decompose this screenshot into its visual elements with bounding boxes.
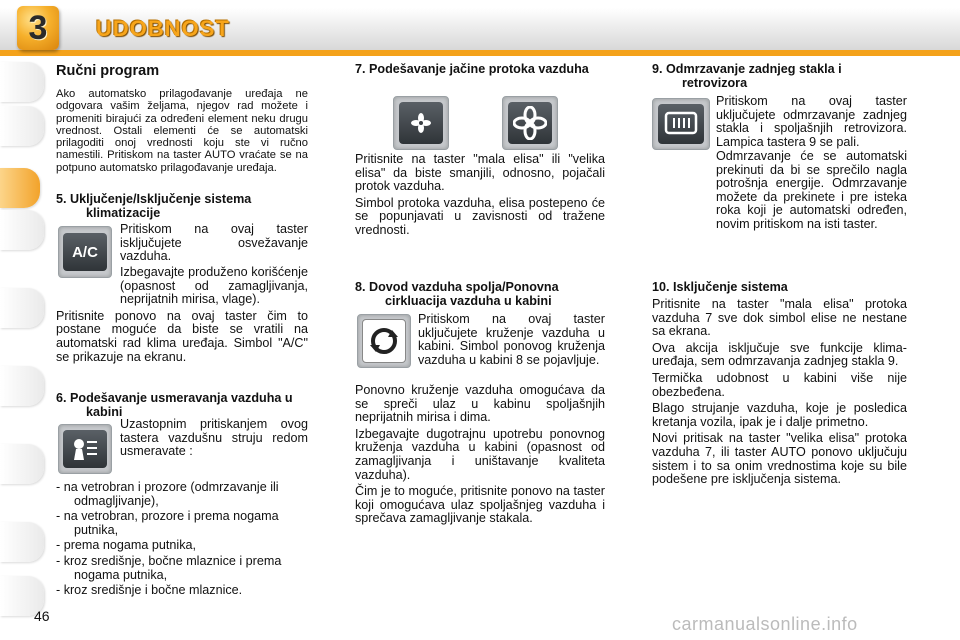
chapter-tab-active[interactable] (0, 168, 40, 208)
item8-paragraph-1: Pritiskom na ovaj taster uključujete kruženje vazduha u kabini. Simbol ponovog kruženja vazduha u kabini 8 se pojavljuje. (418, 312, 605, 367)
item5-text-wrap (56, 266, 308, 367)
item5-paragraph-1: Pritiskom na ovaj taster isključujete osvežavanje vazduha. (120, 222, 308, 264)
chapter-tab[interactable] (0, 210, 44, 250)
chapter-badge (17, 6, 59, 50)
item8-paragraph-4: Čim je to moguće, pritisnite ponovo na taster koji omogućava ulaz spoljašnjeg vazduha i sprečava zamagljivanje stakala. (355, 484, 605, 526)
list-item: - kroz središnje, bočne mlaznice i prema nogama putnika, (56, 553, 282, 582)
small-fan-symbol (410, 112, 432, 134)
item6-text (120, 418, 308, 462)
item5-paragraph-2: Izbegavajte produženo korišćenje (opasnost od zamagljivanja, neprijatnih mirisa, vlage). (120, 265, 308, 307)
list-item: - na vetrobran i prozore (odmrzavanje ili odmagljivanje), (56, 480, 279, 508)
chapter-number: 3 (28, 8, 48, 47)
chapter-tab[interactable] (0, 62, 44, 102)
air-direction-list (56, 481, 308, 600)
item10-paragraph-1: Pritisnite na taster "mala elisa" protoka vazduha 7 sve dok simbol elise ne nestane sa ekrana. (652, 297, 907, 339)
section-title: Ručni program (56, 63, 160, 79)
small-fan-icon (393, 96, 449, 150)
item10-paragraph-5: Novi pritisak na taster "velika elisa" protoka vazduha 7, ili taster AUTO ponovo uključuju sistem i to sa onim vrednostima koje su bile podešene pre isključenja sistema. (652, 431, 907, 487)
item7-text (355, 153, 605, 241)
item7-paragraph-1: Pritisnite na taster "mala elisa" ili "velika elisa" da biste smanjili, odnosno, pojačali protok vazduha. (355, 152, 605, 194)
page-number: 46 (34, 608, 50, 624)
item5-heading: 5. Uključenje/Isključenje sistema klimatizacije (56, 192, 252, 220)
item6-heading: 6. Podešavanje usmeravanja vazduha u kabini (56, 391, 293, 419)
chapter-tab[interactable] (0, 522, 44, 562)
list-item: - kroz središnje i bočne mlaznice. (56, 583, 243, 598)
item9-paragraph-2: Odmrzavanje će se automatski prekinuti da bi se sprečilo nagla potrošnja energije. Odmrzavanje možete da prekinete i pre isteka roka koji je automatski određen, novim pritiskom na isti taster. (716, 149, 907, 231)
chapter-tab[interactable] (0, 106, 44, 146)
header-stripe (0, 50, 960, 56)
recirculation-icon (357, 314, 411, 368)
item8-paragraph-2: Ponovno kruženje vazduha omogućava da se spreči ulaz u kabinu spoljašnjih neprijatnih mirisa i dima. (355, 383, 605, 425)
item8-paragraph-3: Izbegavajte dugotrajnu upotrebu ponovnog kruženja vazduha u kabini (opasnost od zamagljivanja i uništavanje kvaliteta vazduha). (355, 426, 605, 482)
large-fan-icon (502, 96, 558, 150)
chapter-tab[interactable] (0, 288, 44, 328)
item8-text (418, 313, 605, 370)
item6-paragraph-1: Uzastopnim pritiskanjem ovog tastera vazdušnu struju redom usmeravate : (120, 417, 308, 459)
chapter-tabs (0, 60, 52, 620)
intro-text (56, 88, 308, 177)
item9-text (716, 95, 907, 152)
chapter-title: UDOBNOST (96, 16, 230, 41)
list-item: - na vetrobran, prozore i prema nogama putnika, (56, 509, 279, 537)
item5-text (120, 223, 308, 267)
item9-heading: 9. Odmrzavanje zadnjeg stakla i retrovizora (652, 62, 842, 90)
item10-paragraph-2: Ova akcija isključuje sve funkcije klima-uređaja, sem odmrzavanja zadnjeg stakla 9. (652, 340, 907, 369)
item10-paragraph-3: Termička udobnost u kabini više nije obezbeđena. (652, 370, 907, 399)
page-header (0, 0, 960, 58)
rear-defrost-icon (652, 98, 710, 150)
item7-heading: 7. Podešavanje jačine protoka vazduha (355, 62, 589, 76)
intro-paragraph: Ako automatsko prilagođavanje uređaja ne odgovara vašim željama, njegov rad možete i promeniti birajući za određeni element neku drugu vrednost. Ostali elementi će se automatski prilagoditi onoj vrednosti koju ste vi ručno namestili. Pritiskom na taster AUTO vraćate se na potpuno automatsko prilagođavanje uređaja. (56, 88, 308, 174)
chapter-tab[interactable] (0, 444, 44, 484)
item10-heading: 10. Isključenje sistema (652, 280, 788, 294)
watermark: carmanualsonline.info (672, 614, 858, 634)
item10-paragraph-4: Blago strujanje vazduha, koje je posledica kretanja vozila, ipak je i dalje primetno. (652, 401, 907, 429)
item9-text-wrap (652, 150, 907, 235)
recirculation-symbol (367, 324, 401, 358)
item8-text-wrap (355, 384, 605, 529)
item9-paragraph-1: Pritiskom na ovaj taster uključujete odmrzavanje zadnjeg stakla i spoljašnjih retrovizora. Lampica tastera 9 se pali. (716, 94, 907, 149)
item8-heading: 8. Dovod vazduha spolja/Ponovna cirkluacija vazduha u kabini (355, 280, 559, 308)
ac-icon-label: A/C (63, 233, 107, 271)
chapter-tab[interactable] (0, 366, 44, 406)
item7-paragraph-2: Simbol protoka vazduha, elisa postepeno će se popunjavati u zavisnosti od tražene vrednosti. (355, 195, 605, 237)
list-item: - prema nogama putnika, (56, 538, 197, 553)
rear-defrost-symbol (664, 111, 698, 137)
large-fan-symbol (513, 106, 547, 140)
air-distribution-symbol (70, 436, 100, 462)
item5-paragraph-3: Pritisnite ponovo na ovaj taster čim to postane moguće da biste se vratili na automatski rad klima uređaja. Simbol "A/C" se prikazuje na ekranu. (56, 308, 308, 364)
air-distribution-icon (58, 424, 112, 474)
item10-text (652, 298, 907, 490)
